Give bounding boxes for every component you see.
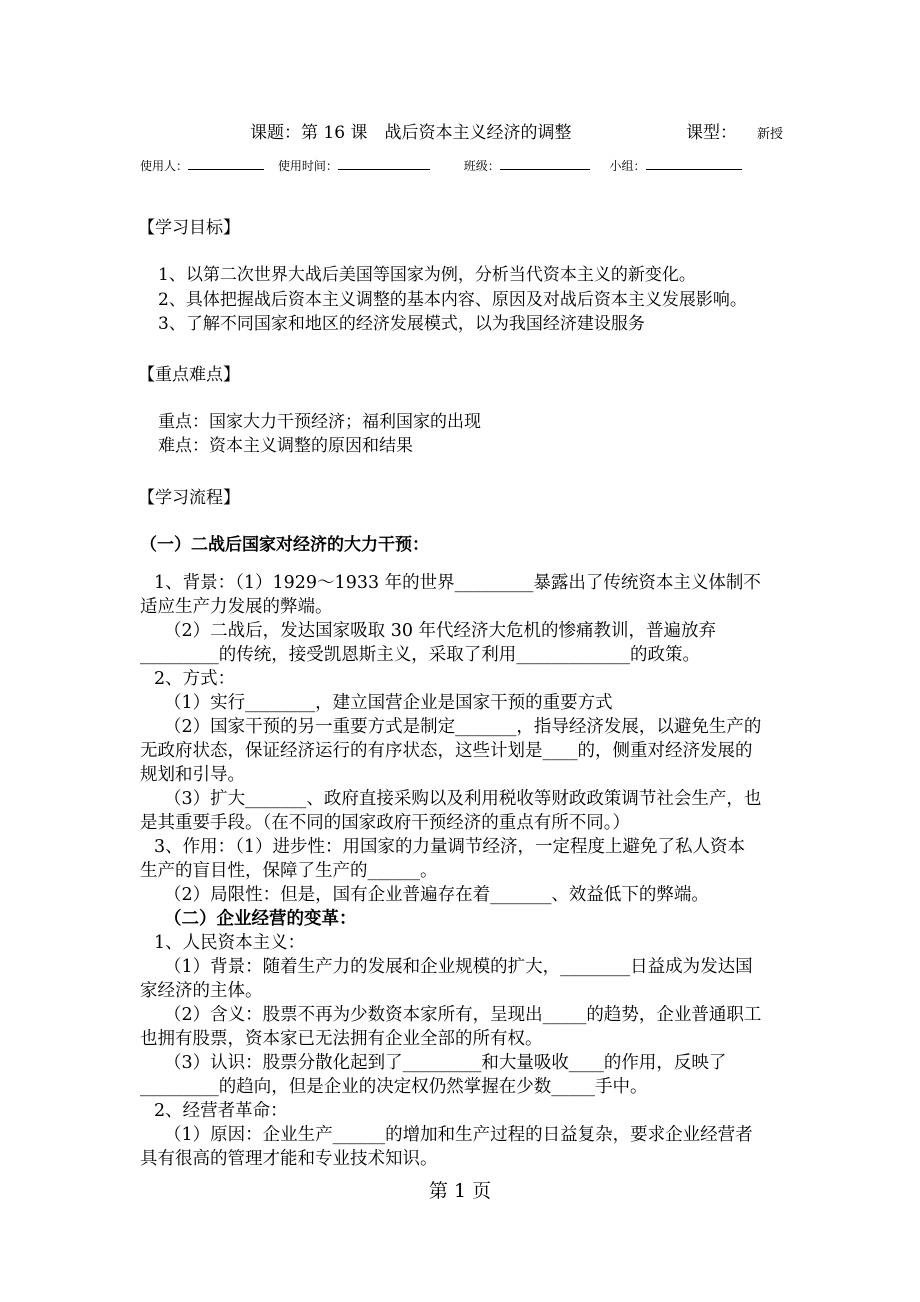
text-line: 家经济的主体。 [140, 981, 263, 1001]
flow-body [140, 571, 785, 1171]
flow-heading: 【学习流程】 [138, 488, 240, 508]
text-line: 也拥有股票，资本家已无法拥有企业全部的所有权。 [140, 1029, 543, 1049]
page-number: 第 1 页 [428, 1180, 492, 1202]
text-line: （1）原因：企业生产______的增加和生产过程的日益复杂，要求企业经营者 [164, 1125, 753, 1145]
lesson-type [686, 118, 783, 143]
lesson-type-value: 新授 [757, 127, 784, 142]
text-line: 规划和引导。 [140, 765, 245, 785]
text-line: _________的趋向，但是企业的决定权仍然掌握在少数_____手中。 [140, 1077, 648, 1097]
text-line: （2）国家干预的另一重要方式是制定_______，指导经济发展，以避免生产的 [164, 717, 762, 737]
text-line: （3）扩大_______、政府直接采购以及利用税收等财政政策调节社会生产，也 [164, 789, 762, 809]
section-heading-1: （一）二战后国家对经济的大力干预： [140, 535, 429, 555]
text-line: （2）含义：股票不再为少数资本家所有，呈现出_____的趋势，企业普通职工 [164, 1005, 762, 1025]
text-line: （3）认识：股票分散化起到了_________和大量吸收____的作用，反映了 [164, 1053, 727, 1073]
info-row [140, 157, 752, 174]
key-difficulty: 难点：资本主义调整的原因和结果 [158, 436, 413, 456]
text-line: 适应生产力发展的弊端。 [140, 597, 333, 617]
text-line: 是其重要手段。（在不同的国家政府干预经济的重点有所不同。） [140, 813, 630, 833]
group-label: 小组： [609, 159, 646, 173]
text-line: 无政府状态，保证经济运行的有序状态，这些计划是____的，侧重对经济发展的 [140, 741, 753, 761]
text-line: （2）二战后，发达国家吸取 30 年代经济大危机的惨痛教训，普遍放弃 [164, 621, 717, 641]
user-field[interactable] [188, 158, 264, 170]
text-line: （1）背景：随着生产力的发展和企业规模的扩大，________日益成为发达国 [164, 957, 753, 977]
goal-item: 1、以第二次世界大战后美国等国家为例，分析当代资本主义的新变化。 [158, 265, 696, 285]
text-line: 2、方式： [154, 669, 236, 689]
key-heading: 【重点难点】 [138, 365, 240, 385]
key-focus: 重点：国家大力干预经济；福利国家的出现 [158, 412, 481, 432]
text-line: 1、人民资本主义： [154, 933, 306, 953]
time-field[interactable] [338, 158, 430, 170]
class-field[interactable] [500, 158, 590, 170]
text-line: 1、背景：（1）1929～1933 年的世界_________暴露出了传统资本主义体制不 [154, 573, 761, 593]
lesson-title: 课题：第 16 课 战后资本主义经济的调整 [250, 123, 572, 143]
text-line: 3、作用：（1）进步性：用国家的力量调节经济，一定程度上避免了私人资本 [154, 837, 746, 857]
lesson-type-label: 课型： [686, 123, 737, 143]
group-field[interactable] [646, 158, 742, 170]
text-line: （1）实行________，建立国营企业是国家干预的重要方式 [164, 693, 613, 713]
user-label: 使用人： [140, 159, 189, 173]
section-heading-2: （二）企业经营的变革： [164, 909, 357, 929]
text-line: 2、经营者革命： [154, 1101, 288, 1121]
text-line: （2）局限性：但是，国有企业普遍存在着_______、效益低下的弊端。 [164, 885, 709, 905]
text-line: 具有很高的管理才能和专业技术知识。 [140, 1149, 438, 1169]
goals-heading: 【学习目标】 [138, 218, 240, 238]
goal-item: 3、了解不同国家和地区的经济发展模式，以为我国经济建设服务 [158, 314, 645, 334]
time-label: 使用时间： [277, 159, 338, 173]
goal-item: 2、具体把握战后资本主义调整的基本内容、原因及对战后资本主义发展影响。 [158, 290, 747, 310]
class-label: 班级： [463, 159, 500, 173]
text-line: _________的传统，接受凯恩斯主义，采取了利用_____________的政策。 [140, 645, 700, 665]
text-line: 生产的盲目性，保障了生产的______。 [140, 861, 438, 881]
